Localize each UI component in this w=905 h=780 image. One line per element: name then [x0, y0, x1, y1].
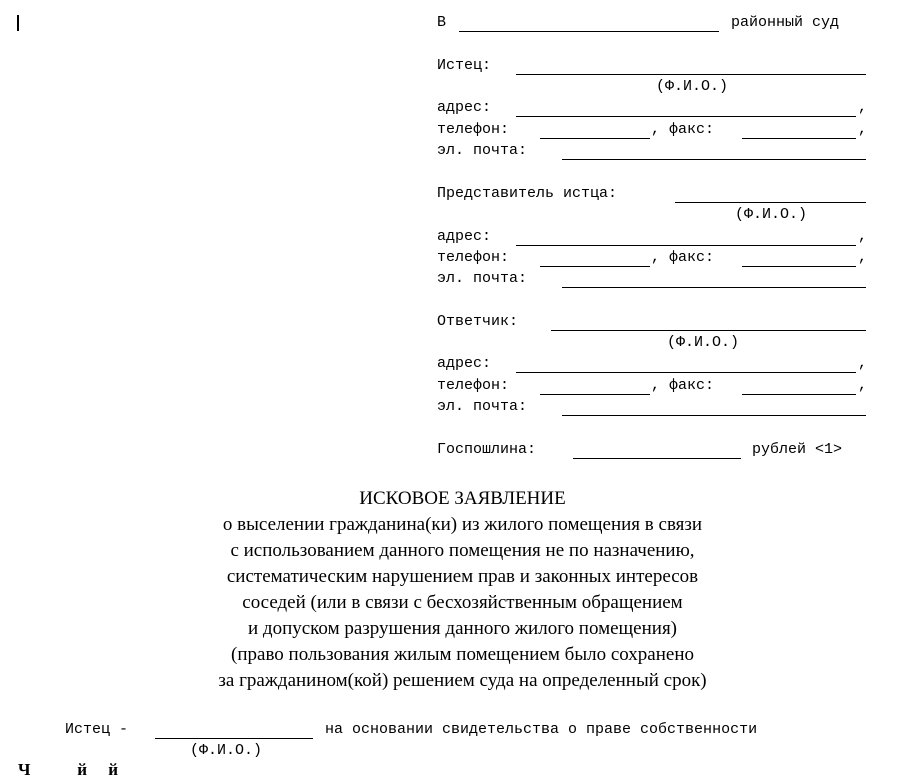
court-suffix: районный суд — [731, 14, 840, 31]
defendant-email-label: эл. почта: — [437, 398, 528, 415]
body-basis-text: на основании свидетельства о праве собственности — [325, 721, 758, 738]
plaintiff-name-field[interactable] — [516, 74, 866, 75]
representative-title: Представитель истца: — [437, 185, 618, 202]
comma: , — [858, 228, 868, 245]
claim-line: (право пользования жилым помещением было сохранено — [231, 644, 694, 665]
comma: , — [858, 377, 868, 394]
representative-address-field[interactable] — [516, 245, 856, 246]
comma: , — [858, 249, 868, 266]
defendant-name-field[interactable] — [551, 330, 866, 331]
body-plaintiff-name-field[interactable] — [155, 738, 313, 739]
representative-fio-label: (Ф.И.О.) — [735, 206, 808, 223]
text-cursor — [17, 15, 19, 31]
representative-phone-label: телефон: — [437, 249, 510, 266]
court-name-field[interactable] — [459, 31, 719, 32]
defendant-address-label: адрес: — [437, 355, 492, 372]
plaintiff-phone-label: телефон: — [437, 121, 510, 138]
claim-line: систематическим нарушением прав и законных интересов — [226, 566, 699, 587]
body-fio-label: (Ф.И.О.) — [190, 742, 263, 759]
fee-label: Госпошлина: — [437, 441, 537, 458]
representative-email-label: эл. почта: — [437, 270, 528, 287]
representative-email-field[interactable] — [562, 287, 866, 288]
plaintiff-email-label: эл. почта: — [437, 142, 528, 159]
claim-line: соседей (или в связи с бесхозяйственным обращением — [242, 592, 683, 613]
comma: , — [858, 99, 868, 116]
claim-line: с использованием данного помещения не по назначению, — [230, 540, 695, 561]
cut-off-line: Ч й й — [18, 760, 119, 779]
defendant-title: Ответчик: — [437, 313, 519, 330]
defendant-phone-label: телефон: — [437, 377, 510, 394]
representative-address-label: адрес: — [437, 228, 492, 245]
plaintiff-title: Истец: — [437, 57, 492, 74]
representative-phone-field[interactable] — [540, 266, 650, 267]
defendant-email-field[interactable] — [562, 415, 866, 416]
plaintiff-fax-label: , факс: — [651, 121, 715, 138]
defendant-fio-label: (Ф.И.О.) — [667, 334, 740, 351]
claim-line: за гражданином(кой) решением суда на определенный срок) — [218, 670, 707, 691]
body-plaintiff-prefix: Истец - — [65, 721, 129, 738]
plaintiff-address-label: адрес: — [437, 99, 492, 116]
comma: , — [858, 355, 868, 372]
plaintiff-phone-field[interactable] — [540, 138, 650, 139]
fee-amount-field[interactable] — [573, 458, 741, 459]
defendant-address-field[interactable] — [516, 372, 856, 373]
claim-title: ИСКОВОЕ ЗАЯВЛЕНИЕ — [359, 488, 566, 509]
defendant-phone-field[interactable] — [540, 394, 650, 395]
defendant-fax-label: , факс: — [651, 377, 715, 394]
comma: , — [858, 121, 868, 138]
claim-line: о выселении гражданина(ки) из жилого помещения в связи — [222, 514, 703, 535]
representative-name-field[interactable] — [675, 202, 866, 203]
fee-suffix: рублей <1> — [752, 441, 843, 458]
plaintiff-fio-label: (Ф.И.О.) — [656, 78, 729, 95]
plaintiff-fax-field[interactable] — [742, 138, 856, 139]
court-prefix: В — [437, 14, 447, 31]
claim-line: и допуском разрушения данного жилого помещения) — [247, 618, 678, 639]
defendant-fax-field[interactable] — [742, 394, 856, 395]
representative-fax-label: , факс: — [651, 249, 715, 266]
representative-fax-field[interactable] — [742, 266, 856, 267]
plaintiff-address-field[interactable] — [516, 116, 856, 117]
plaintiff-email-field[interactable] — [562, 159, 866, 160]
